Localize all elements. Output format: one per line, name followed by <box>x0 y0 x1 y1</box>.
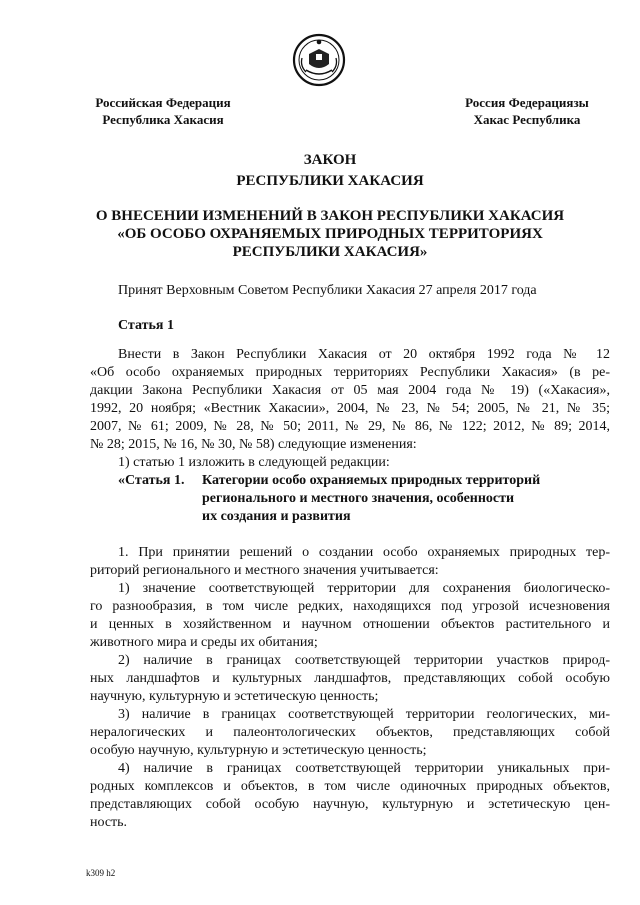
document-code: k309 h2 <box>86 868 116 878</box>
paragraph-line: и ценных в хозяйственном и научном отношении объектов растительного и <box>90 617 610 632</box>
law-title-line1: ЗАКОН <box>303 152 357 168</box>
criterion-2 <box>90 652 610 706</box>
paragraph-line: родных комплексов и объектов, в том числе одиночных природных объектов, <box>90 779 610 794</box>
paragraph-line: 1. При принятии решений о создании особо охраняемых природных тер- <box>118 545 610 560</box>
header-right-line1: Россия Федерациязы <box>465 95 589 110</box>
header-right-line2: Хакас Республика <box>473 112 581 127</box>
law-title <box>90 150 570 192</box>
paragraph-line: нералогических и палеонтологических объектов, представляющих собой <box>90 725 610 740</box>
paragraph-line: ность. <box>90 815 128 830</box>
paragraph-line: научную, культурную и эстетическую ценность; <box>90 689 379 704</box>
new-article-heading <box>118 472 592 526</box>
clause-1 <box>90 544 610 580</box>
intro-line: Внести в Закон Республики Хакасия от 20 октября 1992 года № 12 <box>118 347 610 362</box>
intro-line: 1992, 20 ноября; «Вестник Хакасии», 2004, № 23, № 54; 2005, № 21, № 35; <box>90 401 610 416</box>
adoption-note: Принят Верховным Советом Республики Хакасия 27 апреля 2017 года <box>118 283 537 298</box>
header-russian <box>88 94 238 128</box>
coat-of-arms-icon <box>292 32 346 88</box>
law-subtitle-line1: О ВНЕСЕНИИ ИЗМЕНЕНИЙ В ЗАКОН РЕСПУБЛИКИ ХАКАСИЯ <box>95 208 565 224</box>
paragraph-line: ных ландшафтов и культурных ландшафтов, представляющих собой особую <box>90 671 610 686</box>
new-article-title-line: Категории особо охраняемых природных территорий <box>202 473 541 488</box>
law-subtitle-line2: «ОБ ОСОБО ОХРАНЯЕМЫХ ПРИРОДНЫХ ТЕРРИТОРИЯХ <box>117 226 543 242</box>
new-article-title-line: их создания и развития <box>202 509 351 524</box>
intro-line: № 28; 2015, № 16, № 30, № 58) следующие изменения: <box>90 437 417 452</box>
article-heading: Статья 1 <box>118 318 174 333</box>
law-subtitle <box>80 207 580 261</box>
paragraph-line: особую научную, культурную и эстетическую ценность; <box>90 743 427 758</box>
header-khakas <box>456 94 598 128</box>
paragraph-line: 4) наличие в границах соответствующей территории уникальных при- <box>118 761 610 776</box>
intro-line: 2007, № 61; 2009, № 28, № 50; 2011, № 29, № 86, № 122; 2012, № 89; 2014, <box>90 419 610 434</box>
paragraph-line: 2) наличие в границах соответствующей территории участков природ- <box>118 653 610 668</box>
change-item-1: 1) статью 1 изложить в следующей редакции: <box>118 455 390 470</box>
header-left-line1: Российская Федерация <box>95 95 231 110</box>
header-left-line2: Республика Хакасия <box>102 112 224 127</box>
paragraph-line: представляющих собой особую научную, культурную и эстетическую цен- <box>90 797 610 812</box>
new-article-title-line: регионального и местного значения, особенности <box>202 491 515 506</box>
criterion-1 <box>90 580 610 652</box>
criterion-3 <box>90 706 610 760</box>
law-subtitle-line3: РЕСПУБЛИКИ ХАКАСИЯ» <box>232 244 428 260</box>
intro-line: дакции Закона Республики Хакасия от 05 мая 2004 года № 19) («Хакасия», <box>90 383 610 398</box>
paragraph-line: го разнообразия, в том числе редких, находящихся под угрозой исчезновения <box>90 599 610 614</box>
criterion-4 <box>90 760 610 832</box>
new-article-label: «Статья 1. <box>118 473 185 488</box>
paragraph-line: риторий регионального и местного значения учитывается: <box>90 563 439 578</box>
paragraph-line: 1) значение соответствующей территории для сохранения биологическо- <box>118 581 610 596</box>
new-article-title <box>202 472 592 526</box>
paragraph-line: 3) наличие в границах соответствующей территории геологических, ми- <box>118 707 610 722</box>
paragraph-line: животного мира и среды их обитания; <box>90 635 318 650</box>
article-intro <box>90 346 610 454</box>
intro-line: «Об особо охраняемых природных территориях Республики Хакасия» (в ре- <box>90 365 610 380</box>
law-title-line2: РЕСПУБЛИКИ ХАКАСИЯ <box>236 173 424 189</box>
